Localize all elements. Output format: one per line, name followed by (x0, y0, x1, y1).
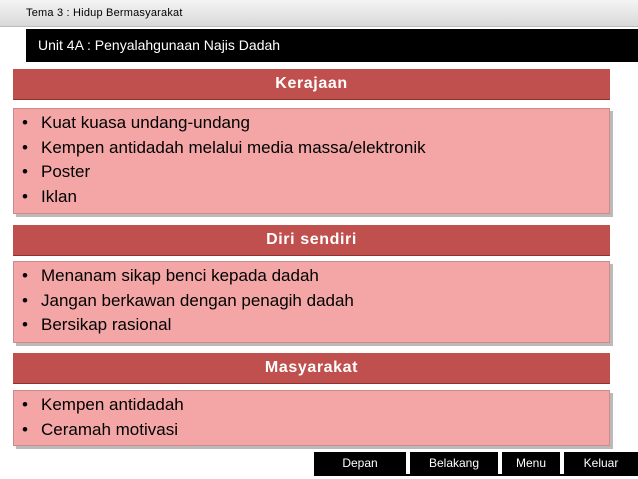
section-box-kerajaan (13, 108, 610, 214)
bullet-icon: • (22, 186, 28, 206)
masyarakat-list (22, 393, 609, 442)
section-header-diri-sendiri: Diri sendiri (13, 225, 610, 256)
bullet-icon: • (22, 315, 28, 334)
kerajaan-list (22, 111, 609, 209)
list-item: • Poster (22, 160, 609, 185)
menu-button[interactable]: Menu (502, 452, 560, 474)
bullet-icon: • (22, 290, 28, 310)
list-item: • Jangan berkawan dengan penagih dadah (22, 289, 609, 314)
bullet-icon: • (22, 162, 28, 181)
unit-title: Unit 4A : Penyalahgunaan Najis Dadah (38, 37, 281, 53)
section-box-masyarakat (13, 390, 610, 446)
bullet-icon: • (22, 395, 28, 414)
belakang-button[interactable]: Belakang (410, 452, 498, 474)
theme-label: Tema 3 : Hidup Bermasyarakat (26, 7, 183, 19)
depan-button[interactable]: Depan (314, 452, 406, 474)
unit-bar (26, 29, 638, 62)
nav-underline (314, 474, 638, 476)
section-box-diri-sendiri (13, 261, 610, 343)
list-item: • Bersikap rasional (22, 313, 609, 338)
keluar-button[interactable]: Keluar (564, 452, 638, 474)
bullet-icon: • (22, 137, 28, 157)
list-item: • Iklan (22, 185, 609, 210)
diri-sendiri-list (22, 264, 609, 338)
section-header-masyarakat: Masyarakat (13, 353, 610, 384)
list-item: • Kempen antidadah (22, 393, 609, 418)
top-bar (0, 0, 638, 27)
bullet-icon: • (22, 266, 28, 285)
bullet-icon: • (22, 113, 28, 132)
section-header-kerajaan: Kerajaan (13, 69, 610, 100)
list-item: • Kempen antidadah melalui media massa/elektronik (22, 136, 609, 161)
list-item: • Ceramah motivasi (22, 418, 609, 443)
bullet-icon: • (22, 419, 28, 439)
list-item: • Kuat kuasa undang-undang (22, 111, 609, 136)
list-item: • Menanam sikap benci kepada dadah (22, 264, 609, 289)
